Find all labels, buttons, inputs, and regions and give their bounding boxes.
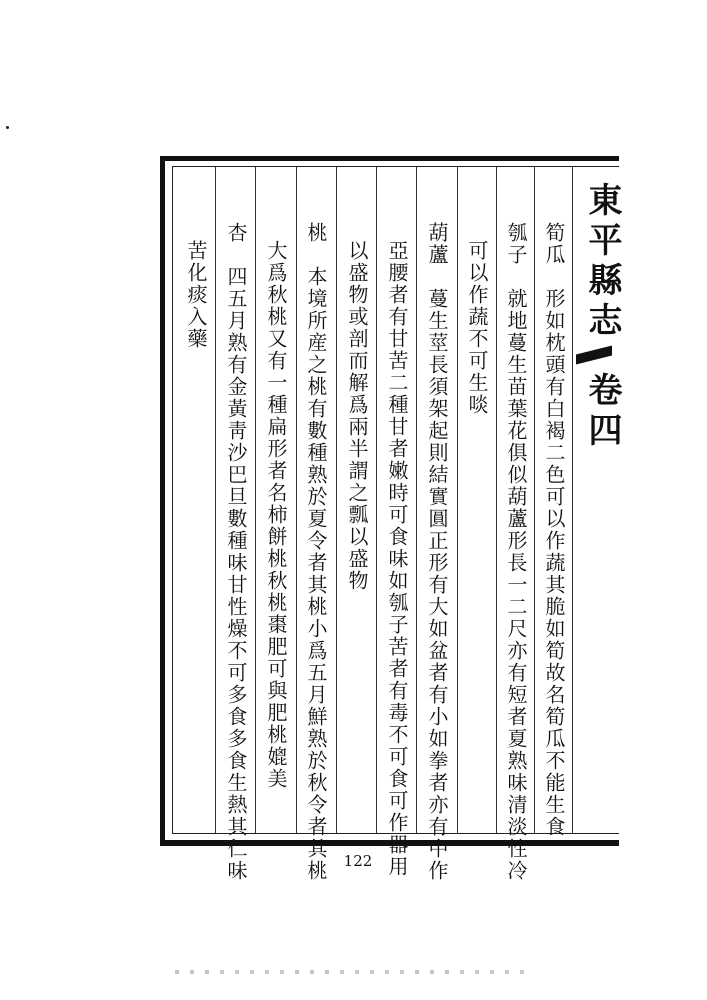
text-column-6: 以盛物或剖而解爲兩半謂之瓢以盛物 — [345, 240, 369, 592]
page-number: 122 — [343, 852, 373, 870]
column-rule — [255, 167, 256, 833]
column-rule — [416, 167, 417, 833]
volume-label: 卷四 — [582, 372, 622, 452]
stray-ink-dot — [6, 126, 9, 129]
column-rule — [376, 167, 377, 833]
text-column-1: 筍瓜 形如枕頭有白褐二色可以作蔬其脆如筍故名筍瓜不能生食 — [542, 222, 566, 838]
text-column-3: 可以作蔬不可生啖 — [465, 240, 489, 416]
text-column-9: 杏 四五月熟有金黃靑沙巴旦數種味甘性燥不可多食多食生熱其仁味 — [224, 222, 248, 882]
text-column-2: 瓠子 就地蔓生苗葉花俱似葫蘆形長一二尺亦有短者夏熟味清淡性冷 — [504, 222, 528, 882]
text-column-7: 桃 本境所産之桃有數種熟於夏令者其桃小爲五月鮮熟於秋令者其桃 — [304, 222, 328, 882]
text-column-4: 葫蘆 蔓生莖長須架起則結實圓正形有大如盆者有小如拳者亦有中作 — [425, 222, 449, 882]
text-column-10: 苦化痰入藥 — [184, 240, 208, 350]
text-column-5: 亞腰者有甘苦二種甘者嫩時可食味如瓠子苦者有毒不可食可作器用 — [385, 240, 409, 878]
column-rule — [215, 167, 216, 833]
column-rule — [336, 167, 337, 833]
scan-noise — [175, 970, 535, 974]
page-title: 東平縣志 — [582, 182, 622, 342]
text-column-8: 大爲秋桃又有一種扁形者名柿餅桃秋桃棗肥可與肥桃媲美 — [264, 240, 288, 790]
